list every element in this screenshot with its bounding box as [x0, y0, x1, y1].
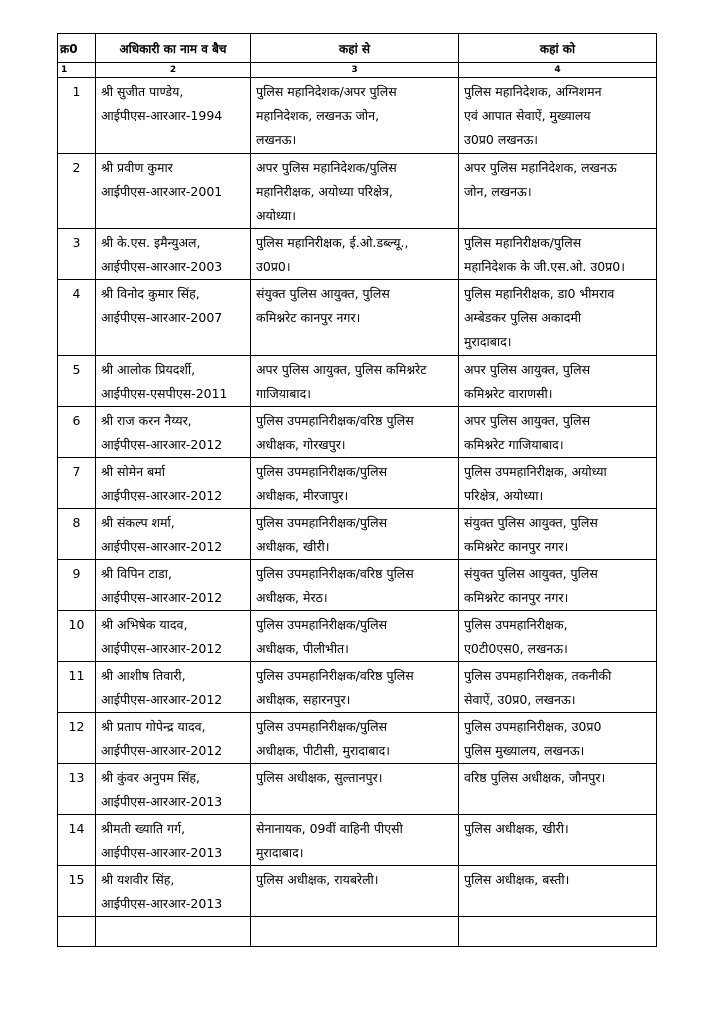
column-number: 4 — [459, 63, 657, 78]
officer-name-cell — [96, 662, 251, 713]
from-line: महानिरीक्षक, अयोध्या परिक्षेत्र, — [256, 184, 393, 199]
header-serial-number: क्र0 — [58, 34, 96, 63]
name-line: श्री विनोद कुमार सिंह, — [101, 286, 200, 301]
officer-name-cell — [96, 356, 251, 407]
column-number-row — [58, 63, 657, 78]
officer-name-cell — [96, 407, 251, 458]
name-line: श्री विपिन टाडा, — [101, 566, 172, 581]
from-line: अधीक्षक, मेरठ। — [256, 590, 328, 605]
from-line: पुलिस उपमहानिरीक्षक/वरिष्ठ पुलिस — [256, 413, 414, 428]
from-line: पुलिस उपमहानिरीक्षक/पुलिस — [256, 515, 388, 530]
from-post-cell — [251, 509, 459, 560]
column-number: 1 — [58, 63, 96, 78]
to-line: पुलिस महानिरीक्षक/पुलिस — [464, 235, 582, 250]
name-line: श्री कुंवर अनुपम सिंह, — [101, 770, 201, 785]
from-post-cell — [251, 458, 459, 509]
from-post-cell — [251, 611, 459, 662]
name-line: श्री सोमेन बर्मा — [101, 464, 165, 479]
serial-number: 13 — [58, 764, 96, 815]
from-line: सेनानायक, 09वीं वाहिनी पीएसी — [256, 821, 403, 836]
name-line: आईपीएस-आरआर-2012 — [101, 590, 223, 605]
to-line: कमिश्नरेट वाराणसी। — [464, 386, 553, 401]
serial-number: 6 — [58, 407, 96, 458]
from-post-cell — [251, 764, 459, 815]
table-row — [58, 229, 657, 280]
from-line: अपर पुलिस आयुक्त, पुलिस कमिश्नरेट — [256, 362, 427, 377]
officer-name-cell — [96, 509, 251, 560]
table-row — [58, 509, 657, 560]
to-line: जोन, लखनऊ। — [464, 184, 532, 199]
to-line: अम्बेडकर पुलिस अकादमी — [464, 310, 582, 325]
to-post-cell — [459, 509, 657, 560]
serial-number: 8 — [58, 509, 96, 560]
from-line: पुलिस अधीक्षक, रायबरेली। — [256, 872, 379, 887]
from-line: अधीक्षक, गोरखपुर। — [256, 437, 346, 452]
from-post-cell — [251, 815, 459, 866]
to-post-cell — [459, 78, 657, 154]
header-to: कहां को — [459, 34, 657, 63]
name-line: आईपीएस-आरआर-2007 — [101, 310, 223, 325]
serial-number: 2 — [58, 154, 96, 229]
officer-name-cell — [96, 611, 251, 662]
name-line: श्री प्रताप गोपेन्द्र यादव, — [101, 719, 206, 734]
name-line: श्रीमती ख्याति गर्ग, — [101, 821, 186, 836]
transfer-table — [57, 33, 657, 947]
name-line: श्री आशीष तिवारी, — [101, 668, 186, 683]
to-line: अपर पुलिस आयुक्त, पुलिस — [464, 413, 591, 428]
to-post-cell — [459, 662, 657, 713]
name-line: श्री अभिषेक यादव, — [101, 617, 188, 632]
officer-name-cell — [96, 154, 251, 229]
name-line: आईपीएस-आरआर-2012 — [101, 539, 223, 554]
officer-name-cell — [96, 815, 251, 866]
table-row — [58, 407, 657, 458]
officer-name-cell — [96, 280, 251, 356]
from-post-cell — [251, 356, 459, 407]
from-line: अधीक्षक, खीरी। — [256, 539, 330, 554]
from-line: उ0प्र0। — [256, 259, 291, 274]
serial-number: 7 — [58, 458, 96, 509]
from-post-cell — [251, 713, 459, 764]
officer-name-cell — [96, 78, 251, 154]
serial-number: 5 — [58, 356, 96, 407]
from-line: अपर पुलिस महानिदेशक/पुलिस — [256, 160, 397, 175]
from-line: पुलिस उपमहानिरीक्षक/वरिष्ठ पुलिस — [256, 566, 414, 581]
name-line: आईपीएस-आरआर-2013 — [101, 845, 223, 860]
table-row — [58, 662, 657, 713]
to-post-cell — [459, 458, 657, 509]
to-line: पुलिस उपमहानिरीक्षक, तकनीकी — [464, 668, 612, 683]
from-line: महानिदेशक, लखनऊ जोन, — [256, 108, 380, 123]
from-post-cell — [251, 78, 459, 154]
to-post-cell — [459, 764, 657, 815]
from-line: अधीक्षक, सहारनपुर। — [256, 692, 351, 707]
to-line: एवं आपात सेवाऐं, मुख्यालय — [464, 108, 591, 123]
table-row — [58, 713, 657, 764]
from-line: पुलिस अधीक्षक, सुल्तानपुर। — [256, 770, 383, 785]
from-post-cell — [251, 866, 459, 917]
to-post-cell — [459, 815, 657, 866]
to-line: उ0प्र0 लखनऊ। — [464, 132, 539, 147]
to-line: सेवाऐं, उ0प्र0, लखनऊ। — [464, 692, 576, 707]
name-line: आईपीएस-आरआर-2001 — [101, 184, 223, 199]
serial-number: 15 — [58, 866, 96, 917]
to-line: अपर पुलिस महानिदेशक, लखनऊ — [464, 160, 617, 175]
from-post-cell — [251, 662, 459, 713]
from-line: अयोध्या। — [256, 208, 296, 223]
to-line: कमिश्नरेट कानपुर नगर। — [464, 590, 569, 605]
table-row — [58, 154, 657, 229]
to-line: मुरादाबाद। — [464, 334, 512, 349]
name-line: आईपीएस-आरआर-2013 — [101, 896, 223, 911]
name-line: आईपीएस-आरआर-2003 — [101, 259, 223, 274]
name-line: श्री प्रवीण कुमार — [101, 160, 173, 175]
empty-row — [58, 917, 657, 947]
table-body — [58, 78, 657, 917]
from-line: गाजियाबाद। — [256, 386, 312, 401]
header-officer-name: अधिकारी का नाम व बैच — [96, 34, 251, 63]
to-line: पुलिस उपमहानिरीक्षक, — [464, 617, 568, 632]
name-line: श्री के.एस. इमैन्युअल, — [101, 235, 201, 250]
serial-number: 12 — [58, 713, 96, 764]
serial-number: 10 — [58, 611, 96, 662]
from-line: पुलिस उपमहानिरीक्षक/पुलिस — [256, 464, 388, 479]
serial-number: 1 — [58, 78, 96, 154]
from-line: अधीक्षक, मीरजापुर। — [256, 488, 349, 503]
to-line: पुलिस उपमहानिरीक्षक, अयोध्या — [464, 464, 607, 479]
serial-number: 4 — [58, 280, 96, 356]
table-row — [58, 280, 657, 356]
name-line: आईपीएस-आरआर-2012 — [101, 437, 223, 452]
to-line: परिक्षेत्र, अयोध्या। — [464, 488, 544, 503]
officer-name-cell — [96, 764, 251, 815]
name-line: श्री सुजीत पाण्डेय, — [101, 84, 184, 99]
officer-name-cell — [96, 713, 251, 764]
officer-name-cell — [96, 866, 251, 917]
column-number: 3 — [251, 63, 459, 78]
from-post-cell — [251, 154, 459, 229]
column-number: 2 — [96, 63, 251, 78]
to-line: पुलिस महानिदेशक, अग्निशमन — [464, 84, 602, 99]
from-line: कमिश्नरेट कानपुर नगर। — [256, 310, 361, 325]
header-row — [58, 34, 657, 63]
from-line: मुरादाबाद। — [256, 845, 304, 860]
name-line: आईपीएस-आरआर-2012 — [101, 488, 223, 503]
table-row — [58, 78, 657, 154]
name-line: आईपीएस-आरआर-2012 — [101, 692, 223, 707]
to-line: पुलिस अधीक्षक, बस्ती। — [464, 872, 570, 887]
to-line: ए0टी0एस0, लखनऊ। — [464, 641, 568, 656]
to-post-cell — [459, 866, 657, 917]
to-post-cell — [459, 560, 657, 611]
to-line: पुलिस मुख्यालय, लखनऊ। — [464, 743, 585, 758]
to-line: वरिष्ठ पुलिस अधीक्षक, जौनपुर। — [464, 770, 606, 785]
to-post-cell — [459, 713, 657, 764]
officer-name-cell — [96, 458, 251, 509]
from-line: अधीक्षक, पीटीसी, मुरादाबाद। — [256, 743, 390, 758]
table-row — [58, 866, 657, 917]
name-line: आईपीएस-आरआर-2012 — [101, 743, 223, 758]
table-row — [58, 560, 657, 611]
serial-number: 9 — [58, 560, 96, 611]
to-line: कमिश्नरेट गाजियाबाद। — [464, 437, 564, 452]
to-post-cell — [459, 356, 657, 407]
to-line: कमिश्नरेट कानपुर नगर। — [464, 539, 569, 554]
table-row — [58, 815, 657, 866]
from-line: संयुक्त पुलिस आयुक्त, पुलिस — [256, 286, 390, 301]
name-line: आईपीएस-आरआर-2012 — [101, 641, 223, 656]
name-line: आईपीएस-आरआर-2013 — [101, 794, 223, 809]
to-line: संयुक्त पुलिस आयुक्त, पुलिस — [464, 566, 598, 581]
to-post-cell — [459, 154, 657, 229]
officer-name-cell — [96, 560, 251, 611]
to-line: महानिदेशक के जी.एस.ओ. उ0प्र0। — [464, 259, 625, 274]
name-line: श्री यशवीर सिंह, — [101, 872, 175, 887]
from-line: अधीक्षक, पीलीभीत। — [256, 641, 349, 656]
serial-number: 3 — [58, 229, 96, 280]
from-post-cell — [251, 280, 459, 356]
name-line: श्री संकल्प शर्मा, — [101, 515, 175, 530]
to-post-cell — [459, 407, 657, 458]
name-line: आईपीएस-आरआर-1994 — [101, 108, 223, 123]
table-row — [58, 764, 657, 815]
to-line: संयुक्त पुलिस आयुक्त, पुलिस — [464, 515, 598, 530]
to-post-cell — [459, 611, 657, 662]
to-post-cell — [459, 280, 657, 356]
from-post-cell — [251, 407, 459, 458]
from-line: पुलिस महानिदेशक/अपर पुलिस — [256, 84, 397, 99]
from-line: पुलिस महानिरीक्षक, ई.ओ.डब्ल्यू., — [256, 235, 409, 250]
to-line: पुलिस अधीक्षक, खीरी। — [464, 821, 569, 836]
name-line: आईपीएस-एसपीएस-2011 — [101, 386, 228, 401]
table-row — [58, 356, 657, 407]
table-row — [58, 611, 657, 662]
from-post-cell — [251, 229, 459, 280]
name-line: श्री राज करन नैय्यर, — [101, 413, 192, 428]
to-post-cell — [459, 229, 657, 280]
serial-number: 14 — [58, 815, 96, 866]
from-line: लखनऊ। — [256, 132, 297, 147]
from-post-cell — [251, 560, 459, 611]
to-line: अपर पुलिस आयुक्त, पुलिस — [464, 362, 591, 377]
header-from: कहां से — [251, 34, 459, 63]
from-line: पुलिस उपमहानिरीक्षक/पुलिस — [256, 617, 388, 632]
table-row — [58, 458, 657, 509]
from-line: पुलिस उपमहानिरीक्षक/पुलिस — [256, 719, 388, 734]
to-line: पुलिस उपमहानिरीक्षक, उ0प्र0 — [464, 719, 602, 734]
serial-number: 11 — [58, 662, 96, 713]
name-line: श्री आलोक प्रियदर्शी, — [101, 362, 196, 377]
to-line: पुलिस महानिरीक्षक, डा0 भीमराव — [464, 286, 615, 301]
from-line: पुलिस उपमहानिरीक्षक/वरिष्ठ पुलिस — [256, 668, 414, 683]
officer-name-cell — [96, 229, 251, 280]
